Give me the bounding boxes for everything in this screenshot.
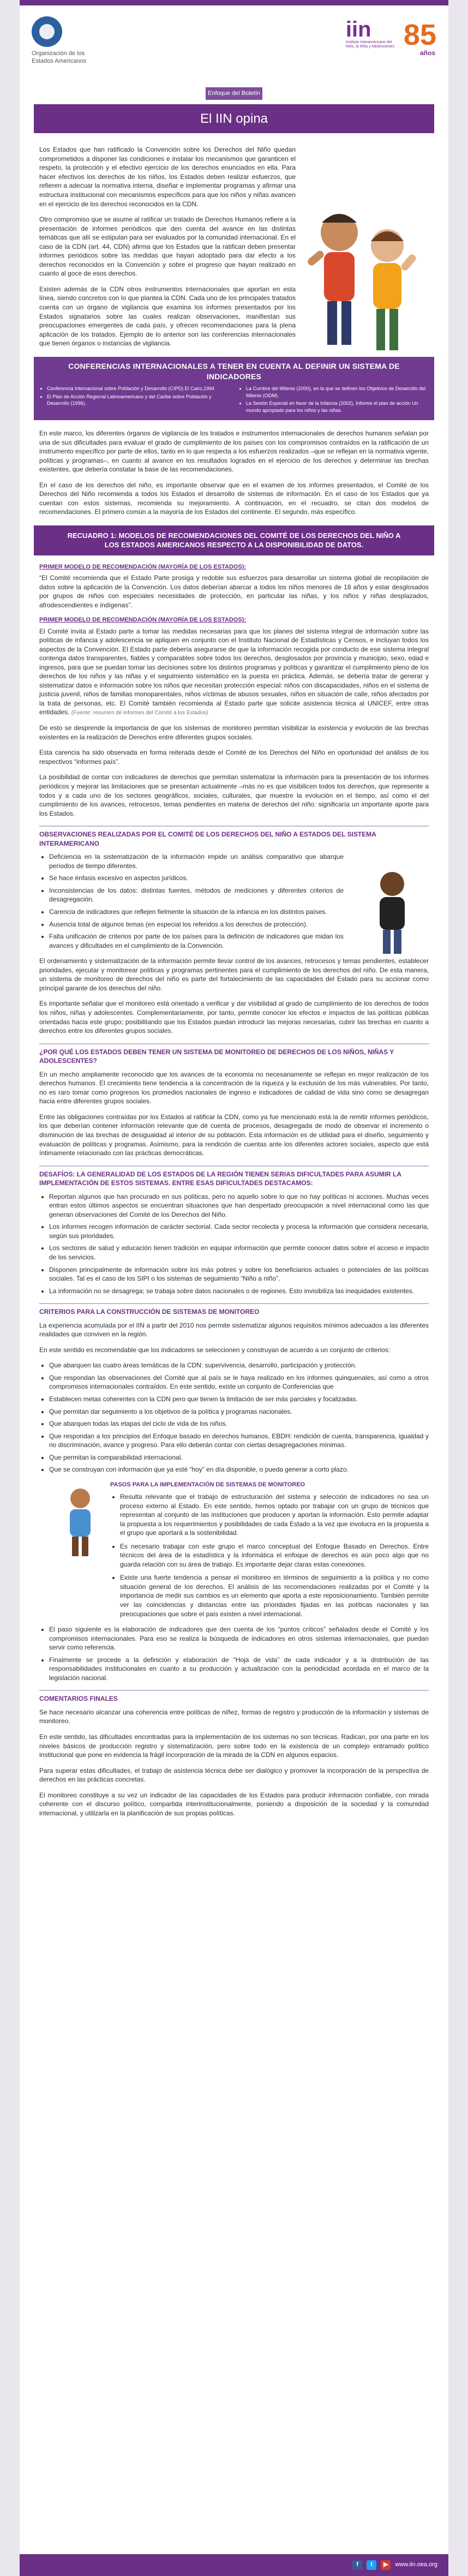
conferences-right	[239, 385, 428, 415]
criteria-item: • Establecen metas coherentes con la CDN pero que tienen la limitación de ser más parciales y focalizadas.	[49, 1395, 429, 1404]
youtube-icon[interactable]: ▶	[381, 2560, 391, 2570]
criteria-list	[39, 1361, 429, 1474]
observation-item: • Se hace énfasis excesivo en aspectos jurídicos.	[49, 874, 344, 883]
difficulty-item: • Los informes recogen información de carácter sectorial. Cada sector recolecta y procesa la información que considera necesaria, según sus prioridades.	[49, 1222, 429, 1240]
body-paragraph: En este sentido, las dificultades encontradas para la implementación de los sistemas no son técnicas. Radican, por una parte en los niveles básicos de producción registro y sistematización, pero sobre todo en la existencia de un complejo entramado político institucional que pone en evidencia la frágil incorporación de la mirada de la CDN en algunos espacios.	[39, 1733, 429, 1759]
newsletter-page	[20, 0, 448, 2576]
body-paragraph: Es importante señalar que el monitoreo está orientado a verificar y dar visibilidad al grado de cumplimiento de los derechos de todos los niños, niñas y adolescentes. Complementariamente, por tanto, permite conocer los efectos e impactos de las políticas públicas orientadas hacia este grupo; posibilitando que los Estados puedan introducir las mejoras necesarias, cubrir las brechas en cuanto a derechos entre los diferentes grupos sociales.	[39, 1000, 429, 1035]
body-paragraph: Se hace necesario alcanzar una coherencia entre políticas de niñez, formas de registro y producción de la información y sistemas de monitoreo.	[39, 1708, 429, 1725]
step-item: • Existe una fuerte tendencia a pensar el monitoreo en términos de seguimiento a la política y no como situación general de los derechos. El análisis de las recomendaciones realizadas por el Comité y la importancia de medir sus cambios es un elemento que aporta a este reposicionamiento. También permite ver las coincidencias y distancias entre las prioridades fijadas en las políticas nacionales y las preocupaciones que sobre el país existen a nivel internacional.	[120, 1573, 429, 1618]
conferences-left	[40, 385, 229, 415]
conferences-title: CONFERENCIAS INTERNACIONALES A TENER EN CUENTA AL DEFINIR UN SISTEMA DE INDICADORES	[68, 361, 400, 381]
section-tag: Enfoque del Boletín	[206, 87, 262, 100]
child-leg-left	[327, 301, 337, 345]
anniversary-badge	[403, 18, 436, 57]
intro-paragraph: Los Estados que han ratificado la Convención sobre los Derechos del Niño quedan comprometidos a disponer las condiciones e instalar los mecanismos que garanticen el respeto, la protección y el efectivo ejercicio de los derechos enunciados en ella. Para hacer efectivos los derechos de los niños, los Estados deben realizar esfuerzos, que refieren a adecuar la normativa interna, diseñar e implementar programas y afirmar una estructura institucional con mecanismos específicos para que los niños y niñas avancen en el ejercicio de los derechos reconocidos en la CDN.	[39, 146, 296, 208]
criteria-item: • Que abarquen todas las etapas del ciclo de vida de los niños.	[49, 1419, 429, 1429]
observations-heading: OBSERVACIONES REALIZADAS POR EL COMITÉ DE LOS DERECHOS DEL NIÑO A ESTADOS DEL SISTEMA INTERAMERICANO	[39, 826, 429, 848]
body-paragraph: En un mecho ampliamente reconocido que los avances de la economía no necesariamente se reflejan en mejor realización de los derechos humanos. El crecimiento tiene tendencia a la concentración de la riqueza y la exclusión de los más vulnerables. Por tanto, no es raro tomar como progresos los promedios nacionales de ingreso e indicadores de calidad de vida sino como se desagregan hacia entre diferentes grupos sociales.	[39, 1070, 429, 1105]
model-2-label: PRIMER MODELO DE RECOMENDACIÓN (MAYORÍA DE LOS ESTADOS):	[39, 617, 247, 624]
steps-block	[39, 1481, 429, 1618]
body-paragraph: De esto se desprende la importancia de que los sistemas de monitoreo permitan visibilizar la existencia y evolución de las brechas existentes en la realización de Derechos entre diferentes grupos sociales.	[39, 724, 429, 741]
children-illustration	[296, 200, 427, 374]
conference-item: • La Sesión Especial en favor de la Infancia (2002), Informe el plan de acción Un mundo apropiado para los niños y las niñas.	[246, 400, 428, 414]
facebook-icon[interactable]: f	[352, 2560, 362, 2570]
steps-list	[110, 1492, 429, 1618]
recommendation-models	[20, 563, 448, 1818]
body-paragraph: El ordenamiento y sistematización de la información permite llevar control de los avances, retrocesos y temas pendientes, establecer prioridades, ejecutar y monitorear políticas y programas pertinentes para el cumplimiento de los derechos del niño. De esta manera, un sistema de monitoreo de derechos del niño es parte del fortalecimiento de las capacidades del Estado para su accionar como principal garante de los derechos del niño.	[39, 957, 429, 992]
criteria-item: • Que respondan a los principios del Enfoque basado en derechos humanos, EBDH: rendición de cuenta, transparencia, igualdad y no discriminación, avance y progreso. Para ello deberán contar con ciertas desagregaciones mínimas.	[49, 1432, 429, 1450]
footer	[20, 2554, 448, 2576]
criteria-item: • Que se construyan con información que ya esté “hoy” en día disponible, o pueda generar a corto plazo.	[49, 1465, 429, 1474]
body-paragraph: En este marco, los diferentes órganos de vigilancia de los tratados e instrumentos internacionales de derechos humanos señalan por una de sus dificultades para evaluar el grado de cumplimiento de los países con los compromisos contraídos en la ratificación de un instrumento específico por parte de ellos, tanto en lo que respecta a los esfuerzos realizados –que se reflejan en la normativa vigente, políticas y programas–, en cuanto al avance en los resultados logrados en el ejercicio de los derechos y determinar las brechas existentes, que debería constatar la base de las recomendaciones.	[39, 429, 429, 474]
intro-paragraph: Otro compromiso que se asume al ratificar un tratado de Derechos Humanos refiere a la presentación de informes periódicos que den cuenta del avance en las distintas temáticas que allí se estipulan para ser evaluados por la comunidad internacional. En el caso de la CDN (art. 44, CDN) afirma que los Estados que la ratifican deben presentar informes periódicos sobre las medidas que hayan adoptado para dar efecto a los derechos reconocidos en la Convención y sobre el progreso que hayan realizado en cuanto al goce de esos derechos.	[39, 216, 296, 278]
iin-subtitle: Instituto Interamericano del Niño, la Niña y Adolescentes	[345, 40, 395, 49]
observation-item: • Deficiencia en la sistematización de la información impide un análisis comparativo que abarque períodos de tiempo diferentes.	[49, 852, 344, 870]
difficulty-item: • Disponen principalmente de información sobre los más pobres y sobre los beneficiarios actuales o potenciales de las políticas sociales. Tal es el caso de los SIPI o los sistemas de seguimiento “Niño a niño”.	[49, 1265, 429, 1283]
observation-item: • Ausencia total de algunos temas (en especial los referidos a los derechos de protección).	[49, 920, 344, 929]
recuadro-1-title: RECUADRO 1: MODELOS DE RECOMENDACIONES DEL COMITÉ DE LOS DERECHOS DEL NIÑO A LOS ESTADOS AMERICANOS RESPECTO A LA DISPONIBILIDAD DE DATOS.	[34, 525, 434, 555]
difficulty-item: • Los sectores de salud y educación tienen tradición en equipar información que permite conocer datos sobre el acceso e impacto de los servicios.	[49, 1244, 429, 1262]
child-illustration	[368, 869, 417, 956]
intro-paragraph: Existen además de la CDN otros instrumentos internacionales que aportan en esta línea, siendo concretos con lo que plantea la CDN. Cada uno de los principales tratados cuenta con un órgano de vigilancia que examina los informes presentados por los Estados signatarios sobre las cuales realizan observaciones, manifiestan sus preocupaciones emergentes de cada país, y ofrecen recomendaciones para la plena aplicación de los tratados. Ejemplo de lo anterior son las conferencias internacionales que tienen órganos o instancias de vigilancia.	[39, 285, 296, 348]
intro-text	[39, 145, 296, 348]
criteria-heading: CRITERIOS PARA LA CONSTRUCCIÓN DE SISTEMAS DE MONITOREO	[39, 1303, 429, 1317]
difficulty-item: • Reportan algunos que han procurado en sus políticas, pero no aquello sobre lo que no hay políticas ni acciones. Muchas veces entran estos últimos aspectos se encuentran situaciones que han despertado preocupación a nivel internacional como las que generan observaciones del Comité de los Derechos del Niño.	[49, 1192, 429, 1220]
iin-word: iin	[345, 17, 371, 41]
body-paragraph: Esta carencia ha sido observada en forma reiterada desde el Comité de los Derechos del Niño en oportunidad del análisis de los respectivos “informes país”.	[39, 749, 429, 766]
oea-logo[interactable]	[32, 16, 113, 65]
step-item: • Es necesario trabajar con este grupo el marco conceptual del Enfoque Basado en Derechos. Entre técnicos del área de la estadística y la informática el enfoque de derechos es aún poco algo que no guarda relación con su área de trabajo. Es importante dejar claras estas conexiones.	[120, 1542, 429, 1569]
model-1-text: “El Comité recomienda que el Estado Parte prosiga y redoble sus esfuerzos para desarrollar un sistema global de recopilación de datos sobre la aplicación de la Convención. Los datos deberían abarcar a todos los niños menores de 18 años y estar desglosados por grupos de niños con especiales necesidades de protección, en particular las niñas, y los niños y niñas desplazados, afrodescendientes e indígenas”.	[39, 574, 429, 609]
child-illustration-small	[61, 1486, 99, 1557]
observation-item: • Falta unificación de criterios por parte de los países para la definición de indicadores que midan los avances y dificultades en el cumplimiento de la Convención.	[49, 932, 344, 950]
body-paragraph: La experiencia acumulada por el IIN a partir del 2010 nos permite sistematizar algunos requisitos mínimos adecuados a las diferentes realidades que conviven en la región.	[39, 1321, 429, 1338]
difficulties-heading: DESAFÍOS: LA GENERALIDAD DE LOS ESTADOS DE LA REGIÓN TIENEN SERIAS DIFICULTADES PARA ASUMIR LA IMPLEMENTACIÓN DE ESTOS SISTEMAS. ENTRE ESAS DIFICULTADES DESTACAMOS:	[39, 1166, 429, 1188]
anniversary-word: años	[419, 49, 435, 57]
model-2-source: (Fuente: resumen de informes del Comité a los Estados)	[71, 710, 208, 716]
steps-title: PASOS PARA LA IMPLEMENTACIÓN DE SISTEMAS DE MONITOREO	[110, 1481, 305, 1488]
child-arm-left	[306, 249, 325, 267]
criteria-item: • Que respondan las observaciones del Comité que al país se le haya realizado en los informes quinquenales, así como a otros compromisos internacionales contraídos. En este sentido, existe un conjunto de Conferencias que	[49, 1373, 429, 1391]
page-title: El IIN opina	[34, 104, 434, 133]
header	[20, 5, 448, 87]
child-leg-right-a	[376, 309, 385, 350]
criteria-item: • Que abarquen las cuatro áreas temáticas de la CDN: supervivencia, desarrollo, participación y protección.	[49, 1361, 429, 1370]
child-arm-right	[400, 253, 418, 272]
main-content	[20, 145, 448, 348]
body-paragraph: El monitoreo constituye a su vez un indicador de las capacidades de los Estados para producir información confiable, con mirada coherente con el discurso político, compartida interinstitucionalmente, poniendo a disposición de la sociedad y la comunidad internacional, y utilizarla en la planificación de sus propias políticas.	[39, 1791, 429, 1817]
model-1-label: PRIMER MODELO DE RECOMENDACIÓN (MAYORÍA DE LOS ESTADOS):	[39, 564, 247, 571]
oea-seal-icon	[32, 16, 62, 47]
child-hair-right	[371, 231, 404, 241]
body-paragraph: En este sentido es recomendable que los indicadores se seleccionen y construyan de acuerdo a un conjunto de criterios:	[39, 1346, 391, 1354]
child-hair-left	[322, 214, 357, 223]
observation-item: • Inconsistencias de los datos: distintas fuentes, métodos de mediciones y diferentes criterios de desagregación.	[49, 886, 344, 904]
top-band	[20, 0, 448, 5]
child-leg-right	[341, 301, 351, 345]
intro-section	[39, 145, 429, 348]
iin-logo[interactable]	[345, 17, 436, 57]
observations-list	[39, 852, 344, 950]
conferences-columns	[40, 385, 428, 415]
body-paragraph: Entre las obligaciones contraídas por los Estados al ratificar la CDN, como ya fue mencionado está la de remitir informes periódicos, los que deberían contener información relevante que dé cuenta de procesos, desagregada de modo de observar el incremento o disminución de las brechas de desigualdad al interior de su población. Esta información es de utilidad para el diseño, seguimiento y evaluación de políticas y programas. Asimismo, para la rendición de cuentas ante los diferentes actores sociales, aspecto que está íntimamente relacionado con las prácticas democráticas.	[39, 1113, 429, 1157]
body-paragraph: En el caso de los derechos del niño, es importante observar que en el examen de los informes presentados, el Comité de los Derechos del Niño recomienda a todos los Estados el desarrollo de sistemas de información. En el caso de los Estados que ya cuentan con estos sistemas, recomienda su mejoramiento. A continuación, en el recuadro, se citan dos modelos de recomendaciones. El primero común a la mayoría de los Estados del continente. El segundo, más específico.	[39, 481, 429, 516]
conference-item: • La Cumbre del Milenio (2000), en la que se definen los Objetivos de Desarrollo del Milenio (ODM).	[246, 385, 428, 399]
body-paragraph: La posibilidad de contar con indicadores de derechos que permitan sistematizar la información para la presentación de los informes periódicos y mejorar las limitaciones que se presentan actualmente –más no es que visibilicen todos los derechos, que represente a todos y a cada uno de los sectores geográficos, sociales, culturales, que muestre la evolución en el tiempo, así como el del cumplimiento de los avances, retrocesos, temas pendientes en materia de derechos del niño: significaría un importante aporte para los Estados.	[39, 773, 429, 817]
why-heading: ¿POR QUÉ LOS ESTADOS DEBEN TENER UN SISTEMA DE MONITOREO DE DERECHOS DE LOS NIÑOS, NIÑAS Y ADOLESCENTES?	[39, 1043, 429, 1066]
model-2-text: El Comité invita al Estado parte a tomar las medidas necesarias para que los planes del sistema integral de información sobre las políticas de infancia y adolescencia se apliquen en conjunto con el Instituto Nacional de Estadísticas y Censos, e incluyan todos los aspectos de la Convención. El Estado parte debería asegurarse de que la información recogida por conducto de ese sistema integral contenga datos transparentes, fiables y comparables sobre todos los derechos, desglosados por provincia y municipio, sexo, edad e ingresos, para que se puedan tomar las decisiones sobre los distintos programas y políticas y garantizar el cumplimiento pleno de los derechos de los niños y las niñas y el seguimiento sistemático en la puesta en práctica. Además, se debería tratar de generar y sistematizar datos e información sobre los niños que necesitan protección especial: niños con discapacidades, niños en el sistema de justicia juvenil, niños de familias monoparentales, niños víctimas de abusos sexuales, niños en situación de calle, niños afectados por la trata de personas, etc. El Comité también recomienda al Estado parte que solicite asistencia técnica al UNICEF, entre otras entidades.	[39, 627, 429, 716]
model-2-paragraph	[39, 627, 429, 718]
observations-block	[39, 852, 429, 950]
twitter-icon[interactable]: t	[367, 2560, 376, 2570]
observation-item: • Carencia de indicadores que reflejen fielmente la situación de la infancia en los distintos países.	[49, 907, 344, 917]
step-item: • Resulta relevante que el trabajo de estructuración del sistema y selección de indicadores no sea un proceso externo al Estado. En este sentido, hemos optado por trabajar con un grupo de técnicos que representan al conjunto de las instituciones que producen y aportan la información. Esto permite adaptar la propuesta a los requerimientos y posibilidades de cada Estado a la vez que involucra en la propuesta a el grupo que aportará a la sostenibilidad.	[120, 1492, 429, 1538]
body-section-1	[20, 429, 448, 517]
difficulties-list	[39, 1192, 429, 1295]
conference-item: • El Plan de Acción Regional Latinoamericano y del Caribe sobre Población y Desarrollo (1996).	[47, 393, 229, 407]
conference-item: • Conferencia Internacional sobre Población y Desarrollo (CIPD) El Cairo,1994	[47, 385, 229, 392]
criteria-item: • Que permitan la comparabilidad internacional.	[49, 1453, 429, 1462]
anniversary-number: 85	[403, 18, 436, 51]
difficulty-item: • La información no se desagrega; se trabaja sobre datos nacionales o de regiones. Esto invisibiliza las inequidades existentes.	[49, 1287, 429, 1296]
final-step-item: • Finalmente se procede a la definición y elaboración de “Hoja de vida” de cada indicador y a la distribución de las responsabilidades institucionales en cuanto a su producción y actualización con la periodicidad acordada en el marco de la legislación nacional.	[49, 1655, 429, 1683]
child-leg-right-b	[389, 309, 398, 350]
final-step-item: • El paso siguiente es la elaboración de indicadores que den cuenta de los “puntos críticos” señalados desde el Comité y los compromisos internacionales. Para eso se realiza la búsqueda de indicadores en otros sistemas internacionales, que puedan servir como referencia.	[49, 1625, 429, 1652]
iin-wordmark	[346, 19, 398, 50]
final-comments-heading: COMENTARIOS FINALES	[39, 1690, 429, 1704]
oea-name: Organización de los Estados Americanos	[32, 50, 87, 64]
child-body-right	[373, 263, 401, 309]
criteria-item: • Que permitan dar seguimiento a los objetivos de la política y programas nacionales.	[49, 1407, 429, 1416]
final-steps-list	[39, 1625, 429, 1682]
body-paragraph: Para superar estas dificultades, el trabajo de asistencia técnica debe ser dialógico y promover la incorporación de la perspectiva de derechos en las prácticas concretas.	[39, 1766, 429, 1784]
child-body-left	[324, 252, 355, 301]
footer-url[interactable]: www.iin.oea.org	[395, 2561, 437, 2568]
